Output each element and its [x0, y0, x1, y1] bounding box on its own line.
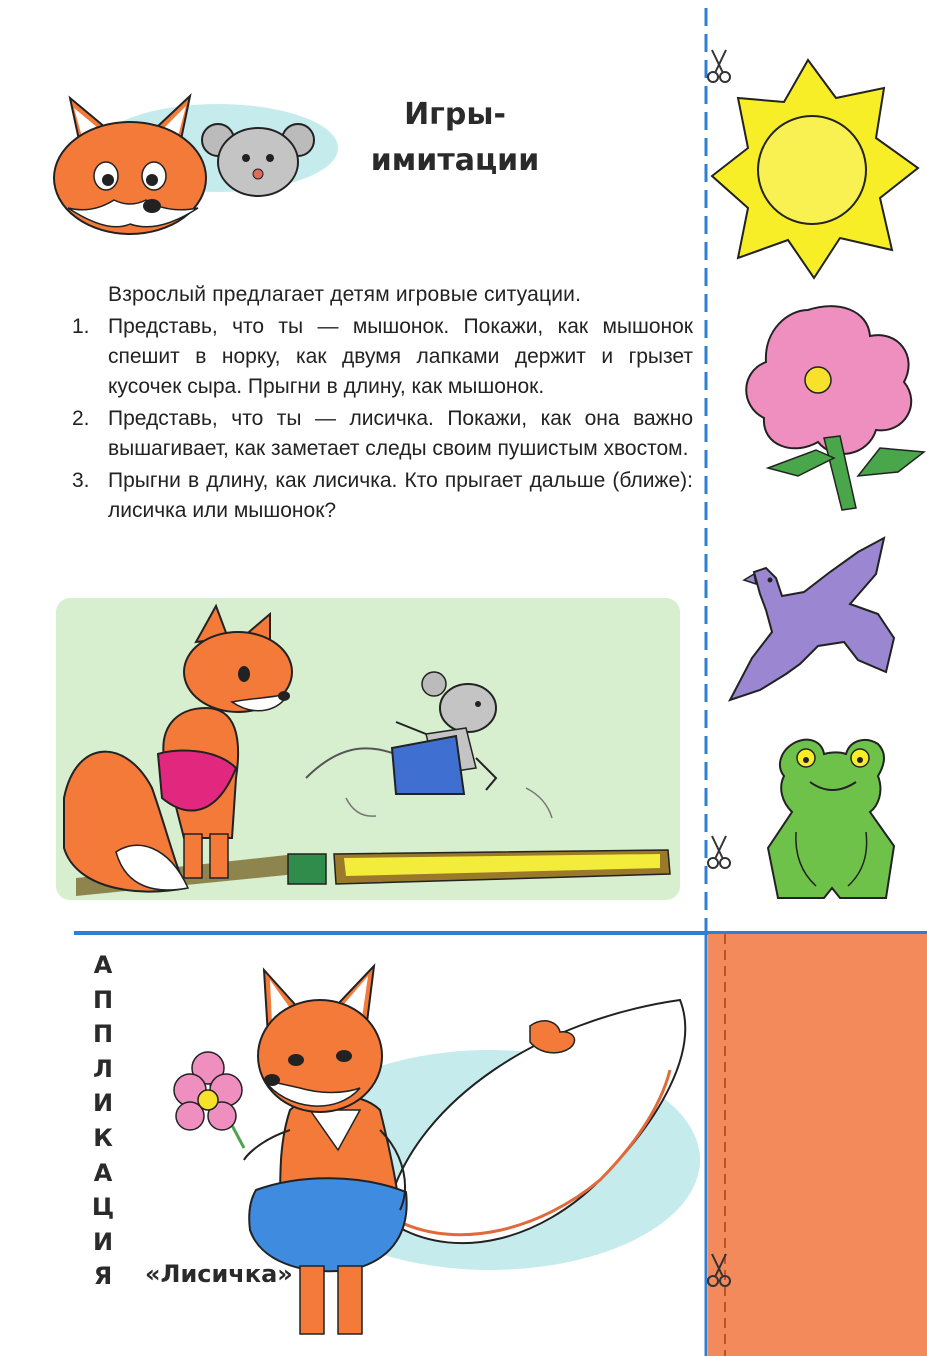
instructions-list — [70, 312, 693, 528]
flower-cutout — [738, 300, 927, 512]
section-letter: Я — [93, 1262, 113, 1291]
section-letter: И — [92, 1089, 114, 1118]
section-label-vertical — [88, 948, 118, 1294]
item-number: 3. — [72, 469, 90, 492]
intro-text: Взрослый предлагает детям игровые ситуации. — [108, 283, 582, 306]
bird-cutout — [726, 534, 896, 702]
item-text: Представь, что ты — лисичка. Покажи, как она важно вышагивает, как заметает следы своим пушистым хвостом. — [108, 407, 693, 460]
section-letter: А — [93, 951, 113, 979]
fox-head-icon — [54, 96, 206, 234]
orange-paper-cutout — [708, 934, 927, 1356]
section-letter: П — [92, 1020, 114, 1049]
scissors-icon — [706, 834, 732, 870]
section-letter: И — [92, 1227, 114, 1256]
item-number: 2. — [72, 407, 90, 430]
list-item — [70, 466, 693, 526]
title-line-1: Игры- — [404, 97, 506, 132]
section-letter: Л — [93, 1054, 113, 1083]
pink-flower — [174, 1052, 242, 1130]
page-title — [330, 92, 580, 184]
craft-title: «Лисичка» — [145, 1260, 293, 1288]
section-letter: К — [93, 1123, 113, 1152]
header-illustration — [48, 88, 338, 238]
section-letter: П — [92, 985, 114, 1014]
item-text: Представь, что ты — мышонок. Покажи, как мышонок спешит в норку, как двумя лапками держит и грызет кусочек сыра. Прыгни в длину, как мышонок. — [108, 315, 693, 398]
title-line-2: имитации — [370, 143, 540, 178]
cut-line-orange — [722, 934, 728, 1356]
scissors-icon — [706, 1252, 732, 1288]
item-number: 1. — [72, 315, 90, 338]
section-letter: А — [93, 1158, 113, 1187]
section-letter: Ц — [91, 1193, 115, 1222]
list-item — [70, 312, 693, 402]
sun-cutout — [708, 58, 920, 280]
jump-scene-illustration — [56, 598, 680, 900]
item-text: Прыгни в длину, как лисичка. Кто прыгает дальше (ближе): лисичка или мышонок? — [108, 469, 693, 522]
list-item — [70, 404, 693, 464]
applique-fox-illustration — [160, 960, 700, 1350]
frog-cutout — [766, 736, 898, 904]
